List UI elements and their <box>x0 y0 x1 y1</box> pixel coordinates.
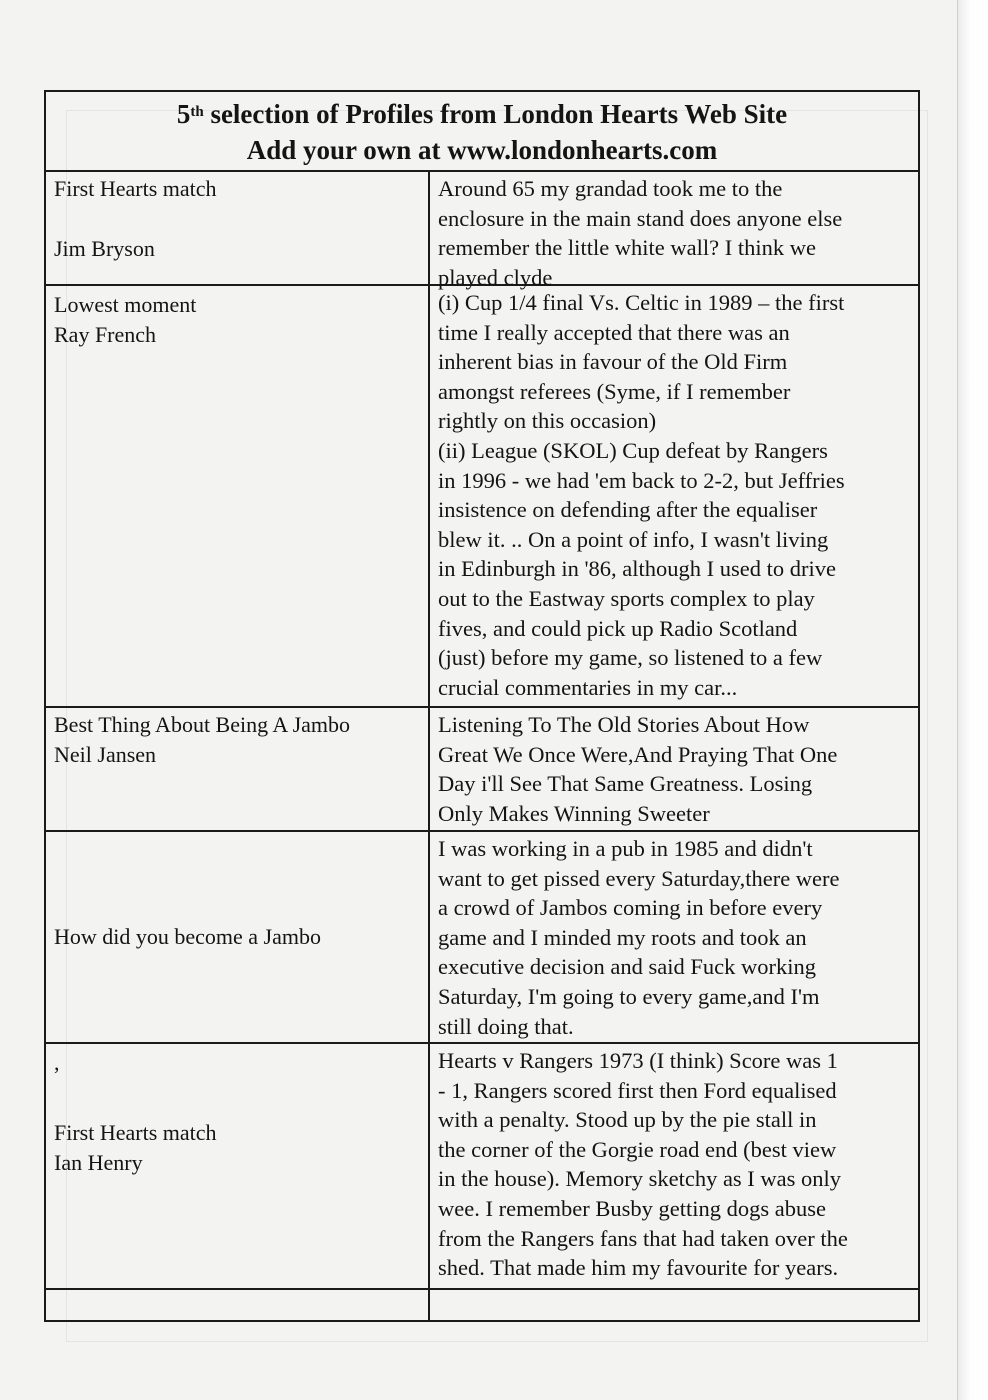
profile-answer-cell <box>430 708 918 830</box>
answer-line: (ii) League (SKOL) Cup defeat by Rangers <box>438 437 828 463</box>
profile-topic: Best Thing About Being A Jambo <box>54 712 351 737</box>
answer-line: I was working in a pub in 1985 and didn't <box>438 836 813 861</box>
answer-line: remember the little white wall? I think we <box>438 235 816 261</box>
answer-line: (just) before my game, so listened to a few <box>438 645 823 671</box>
answer-line: in 1996 - we had 'em back to 2-2, but Jeffries <box>438 467 845 493</box>
answer-line: Great We Once Were,And Praying That One <box>438 741 838 767</box>
answer-line: in the house). Memory sketchy as I was only <box>438 1166 842 1192</box>
answer-line: still doing that. <box>438 1013 574 1039</box>
profile-label-cell <box>46 172 430 284</box>
profile-topic: First Hearts match <box>54 1120 217 1145</box>
answer-line: crucial commentaries in my car... <box>438 674 738 700</box>
answer-line: - 1, Rangers scored first then Ford equalised <box>438 1077 837 1103</box>
answer-line: inherent bias in favour of the Old Firm <box>438 349 788 375</box>
profile-label-cell <box>46 708 430 830</box>
profile-label-cell <box>46 1044 430 1288</box>
profile-name: Neil Jansen <box>54 742 157 767</box>
answer-line: Hearts v Rangers 1973 (I think) Score was 1 <box>438 1048 838 1073</box>
answer-line: Around 65 my grandad took me to the <box>438 176 783 201</box>
answer-line: amongst referees (Syme, if I remember <box>438 378 791 404</box>
profile-row <box>46 708 918 832</box>
answer-line: Listening To The Old Stories About How <box>438 712 810 737</box>
profile-label-cell <box>46 286 430 706</box>
profile-label-cell <box>46 832 430 1042</box>
profile-answer-cell <box>430 832 918 1042</box>
answer-line: time I really accepted that there was an <box>438 319 790 345</box>
title-sup: th <box>190 104 204 120</box>
answer-line: insistence on defending after the equaliser <box>438 497 818 523</box>
profile-name: Ian Henry <box>54 1150 143 1175</box>
empty-cell <box>46 1290 430 1320</box>
answer-line: shed. That made him my favourite for years. <box>438 1255 839 1281</box>
title-line2: Add your own at www.londonhearts.com <box>246 135 718 165</box>
answer-line: from the Rangers fans that had taken over the <box>438 1225 848 1251</box>
profile-row <box>46 832 918 1044</box>
title-number: 5 <box>176 99 191 129</box>
profile-answer-cell <box>430 1044 918 1288</box>
answer-line: fives, and could pick up Radio Scotland <box>438 615 798 641</box>
title-rest: selection of Profiles from London Hearts Web Site <box>203 99 788 129</box>
answer-line: (i) Cup 1/4 final Vs. Celtic in 1989 – the first <box>438 290 845 315</box>
answer-line: Saturday, I'm going to every game,and I'm <box>438 983 820 1009</box>
profile-row <box>46 172 918 290</box>
answer-line: executive decision and said Fuck working <box>438 954 817 980</box>
profile-topic: Lowest moment <box>54 292 197 317</box>
answer-line: the corner of the Gorgie road end (best view <box>438 1136 837 1162</box>
profile-name: Jim Bryson <box>54 236 155 261</box>
profile-answer-cell <box>430 172 918 290</box>
page-edge <box>957 0 988 1400</box>
profiles-table <box>44 90 920 1322</box>
answer-line: game and I minded my roots and took an <box>438 924 807 950</box>
answer-line: Day i'll See That Same Greatness. Losing <box>438 771 813 797</box>
answer-line: played clyde <box>438 264 553 290</box>
answer-line: with a penalty. Stood up by the pie stall in <box>438 1107 817 1133</box>
answer-line: want to get pissed every Saturday,there were <box>438 865 840 891</box>
empty-row <box>46 1290 918 1320</box>
empty-cell <box>430 1290 918 1320</box>
profile-answer-cell <box>430 286 918 706</box>
profile-topic: First Hearts match <box>54 176 217 201</box>
answer-line: rightly on this occasion) <box>438 408 657 434</box>
answer-line: wee. I remember Busby getting dogs abuse <box>438 1195 827 1221</box>
answer-line: a crowd of Jambos coming in before every <box>438 895 823 921</box>
stray-mark: , <box>54 1050 60 1075</box>
answer-line: in Edinburgh in '86, although I used to drive <box>438 556 836 582</box>
answer-line: enclosure in the main stand does anyone else <box>438 205 843 231</box>
page-title <box>46 92 918 172</box>
profile-row <box>46 1044 918 1290</box>
answer-line: blew it. .. On a point of info, I wasn't living <box>438 526 829 552</box>
profile-row <box>46 286 918 708</box>
profile-topic: How did you become a Jambo <box>54 924 321 949</box>
answer-line: Only Makes Winning Sweeter <box>438 800 710 826</box>
profile-name: Ray French <box>54 322 157 347</box>
answer-line: out to the Eastway sports complex to play <box>438 585 815 611</box>
